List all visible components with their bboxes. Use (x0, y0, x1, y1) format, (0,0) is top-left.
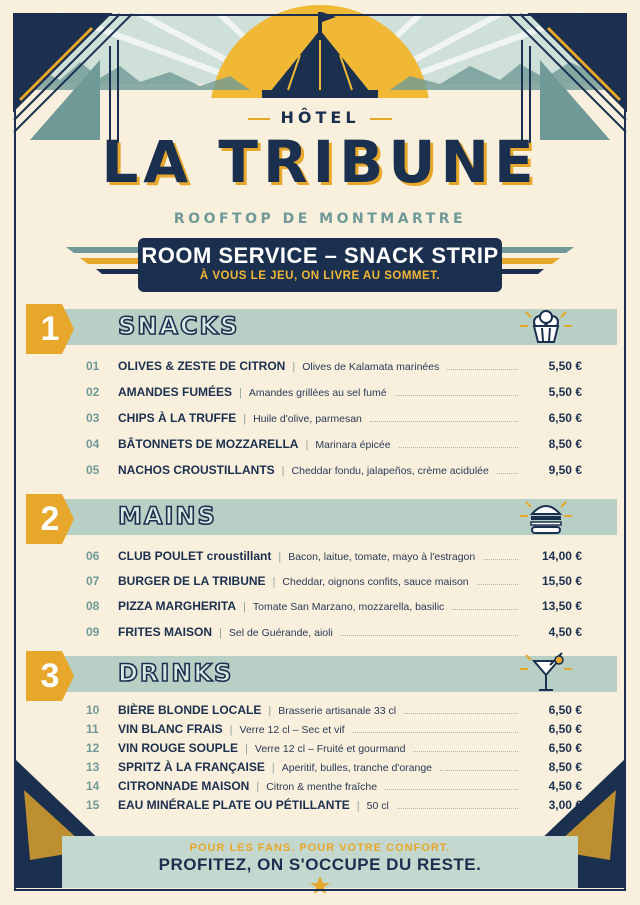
item-number: 08 (86, 599, 100, 613)
item-price: 3,00 € (548, 798, 582, 812)
item-description: Cheddar, oignons confits, sauce maison (282, 576, 469, 588)
item-number: 09 (86, 625, 100, 639)
item-number: 15 (86, 798, 100, 812)
item-description: Bacon, laitue, tomate, mayo à l'estragon (288, 551, 476, 563)
item-number: 03 (86, 411, 100, 425)
item-price: 15,50 € (541, 574, 582, 588)
popcorn-icon (516, 306, 576, 346)
item-description: Aperitif, bulles, tranche d'orange (281, 762, 433, 774)
item-description: Citron & menthe fraîche (266, 781, 378, 793)
item-price: 8,50 € (548, 760, 582, 774)
item-name: PIZZA MARGHERITA (118, 599, 236, 613)
menu-item: 14 CITRONNADE MAISON | Citron & menthe fraîche 4,50 € (86, 779, 582, 793)
item-price: 6,50 € (548, 703, 582, 717)
item-price: 4,50 € (548, 779, 582, 793)
banner-title: ROOM SERVICE – SNACK STRIP (141, 243, 499, 268)
item-name: AMANDES FUMÉES (118, 385, 233, 399)
menu-item: 01 OLIVES & ZESTE DE CITRON | Olives de Kalamata marinées 5,50 € (86, 359, 582, 373)
item-name: SPRITZ À LA FRANÇAISE (118, 760, 265, 774)
footer-message: PROFITEZ, ON S'OCCUPE DU RESTE. (158, 855, 482, 874)
hotel-name: LA TRIBUNE (101, 128, 539, 196)
section-title: MAINS (118, 502, 217, 530)
item-name: CHIPS À LA TRUFFE (118, 411, 237, 425)
menu-item: 10 BIÈRE BLONDE LOCALE | Brasserie artisanale 33 cl 6,50 € (86, 703, 582, 717)
item-number: 11 (86, 722, 99, 736)
item-price: 14,00 € (541, 549, 582, 563)
item-number: 07 (86, 574, 100, 588)
section-title: SNACKS (118, 312, 240, 340)
item-description: Verre 12 cl – Sec et vif (239, 724, 345, 736)
item-description: Cheddar fondu, jalapeños, crème acidulée (291, 465, 489, 477)
menu-item: 09 FRITES MAISON | Sel de Guérande, aioli 4,50 € (86, 625, 582, 639)
room-service-banner (138, 238, 502, 292)
item-description: 50 cl (366, 800, 389, 812)
banner-tagline: À VOUS LE JEU, ON LIVRE AU SOMMET. (199, 270, 441, 282)
menu-item: 05 NACHOS CROUSTILLANTS | Cheddar fondu, jalapeños, crème acidulée 9,50 € (86, 463, 582, 477)
cocktail-icon (516, 651, 576, 695)
section-title: DRINKS (118, 659, 234, 687)
menu-item: 03 CHIPS À LA TRUFFE | Huile d'olive, parmesan 6,50 € (86, 411, 582, 425)
section-number: 3 (40, 657, 60, 695)
section-number: 2 (40, 500, 60, 538)
footer-tagline: POUR LES FANS. POUR VOTRE CONFORT. (189, 842, 451, 854)
hotel-kicker: HÔTEL (0, 108, 640, 127)
menu-item: 15 EAU MINÉRALE PLATE OU PÉTILLANTE | 50 cl 3,00 € (86, 798, 582, 812)
item-description: Brasserie artisanale 33 cl (278, 705, 397, 717)
item-name: CLUB POULET croustillant (118, 549, 272, 563)
item-name: CITRONNADE MAISON (118, 779, 250, 793)
item-price: 6,50 € (548, 411, 582, 425)
item-number: 13 (86, 760, 100, 774)
section-number: 1 (40, 310, 60, 348)
item-price: 9,50 € (548, 463, 582, 477)
item-number: 01 (86, 359, 100, 373)
item-number: 05 (86, 463, 100, 477)
menu-item: 08 PIZZA MARGHERITA | Tomate San Marzano, mozzarella, basilic 13,50 € (86, 599, 582, 613)
item-price: 8,50 € (548, 437, 582, 451)
item-number: 10 (86, 703, 100, 717)
item-name: BIÈRE BLONDE LOCALE (118, 703, 262, 717)
burger-icon (516, 496, 576, 536)
item-price: 4,50 € (548, 625, 582, 639)
item-price: 13,50 € (541, 599, 582, 613)
item-number: 14 (86, 779, 100, 793)
item-price: 5,50 € (548, 359, 582, 373)
item-description: Sel de Guérande, aioli (228, 627, 333, 639)
menu-item: 07 BURGER DE LA TRIBUNE | Cheddar, oignons confits, sauce maison 15,50 € (86, 574, 582, 588)
item-price: 6,50 € (548, 722, 582, 736)
menu-item: 02 AMANDES FUMÉES | Amandes grillées au sel fumé 5,50 € (86, 385, 582, 399)
item-number: 06 (86, 549, 100, 563)
item-name: EAU MINÉRALE PLATE OU PÉTILLANTE (118, 798, 350, 812)
item-name: BÂTONNETS DE MOZZARELLA (118, 437, 299, 451)
item-name: OLIVES & ZESTE DE CITRON (118, 359, 286, 373)
menu-item: 11 VIN BLANC FRAIS | Verre 12 cl – Sec et vif 6,50 € (86, 722, 582, 736)
item-price: 6,50 € (548, 741, 582, 755)
item-number: 04 (86, 437, 100, 451)
item-description: Marinara épicée (315, 439, 391, 451)
item-price: 5,50 € (548, 385, 582, 399)
item-name: VIN BLANC FRAIS (118, 722, 223, 736)
item-name: NACHOS CROUSTILLANTS (118, 463, 275, 477)
item-description: Verre 12 cl – Fruité et gourmand (254, 743, 406, 755)
item-description: Huile d'olive, parmesan (253, 413, 362, 425)
item-name: VIN ROUGE SOUPLE (118, 741, 239, 755)
item-name: FRITES MAISON (118, 625, 213, 639)
item-description: Olives de Kalamata marinées (302, 361, 440, 373)
hotel-subtitle: ROOFTOP DE MONTMARTRE (173, 211, 467, 227)
item-description: Amandes grillées au sel fumé (248, 387, 387, 399)
menu-item: 13 SPRITZ À LA FRANÇAISE | Aperitif, bulles, tranche d'orange 8,50 € (86, 760, 582, 774)
item-number: 02 (86, 385, 100, 399)
item-description: Tomate San Marzano, mozzarella, basilic (252, 601, 445, 613)
menu-item: 12 VIN ROUGE SOUPLE | Verre 12 cl – Fruité et gourmand 6,50 € (86, 741, 582, 755)
menu-item: 06 CLUB POULET croustillant | Bacon, laitue, tomate, mayo à l'estragon 14,00 € (86, 549, 582, 563)
item-name: BURGER DE LA TRIBUNE (118, 574, 266, 588)
menu-item: 04 BÂTONNETS DE MOZZARELLA | Marinara épicée 8,50 € (86, 437, 582, 451)
item-number: 12 (86, 741, 100, 755)
